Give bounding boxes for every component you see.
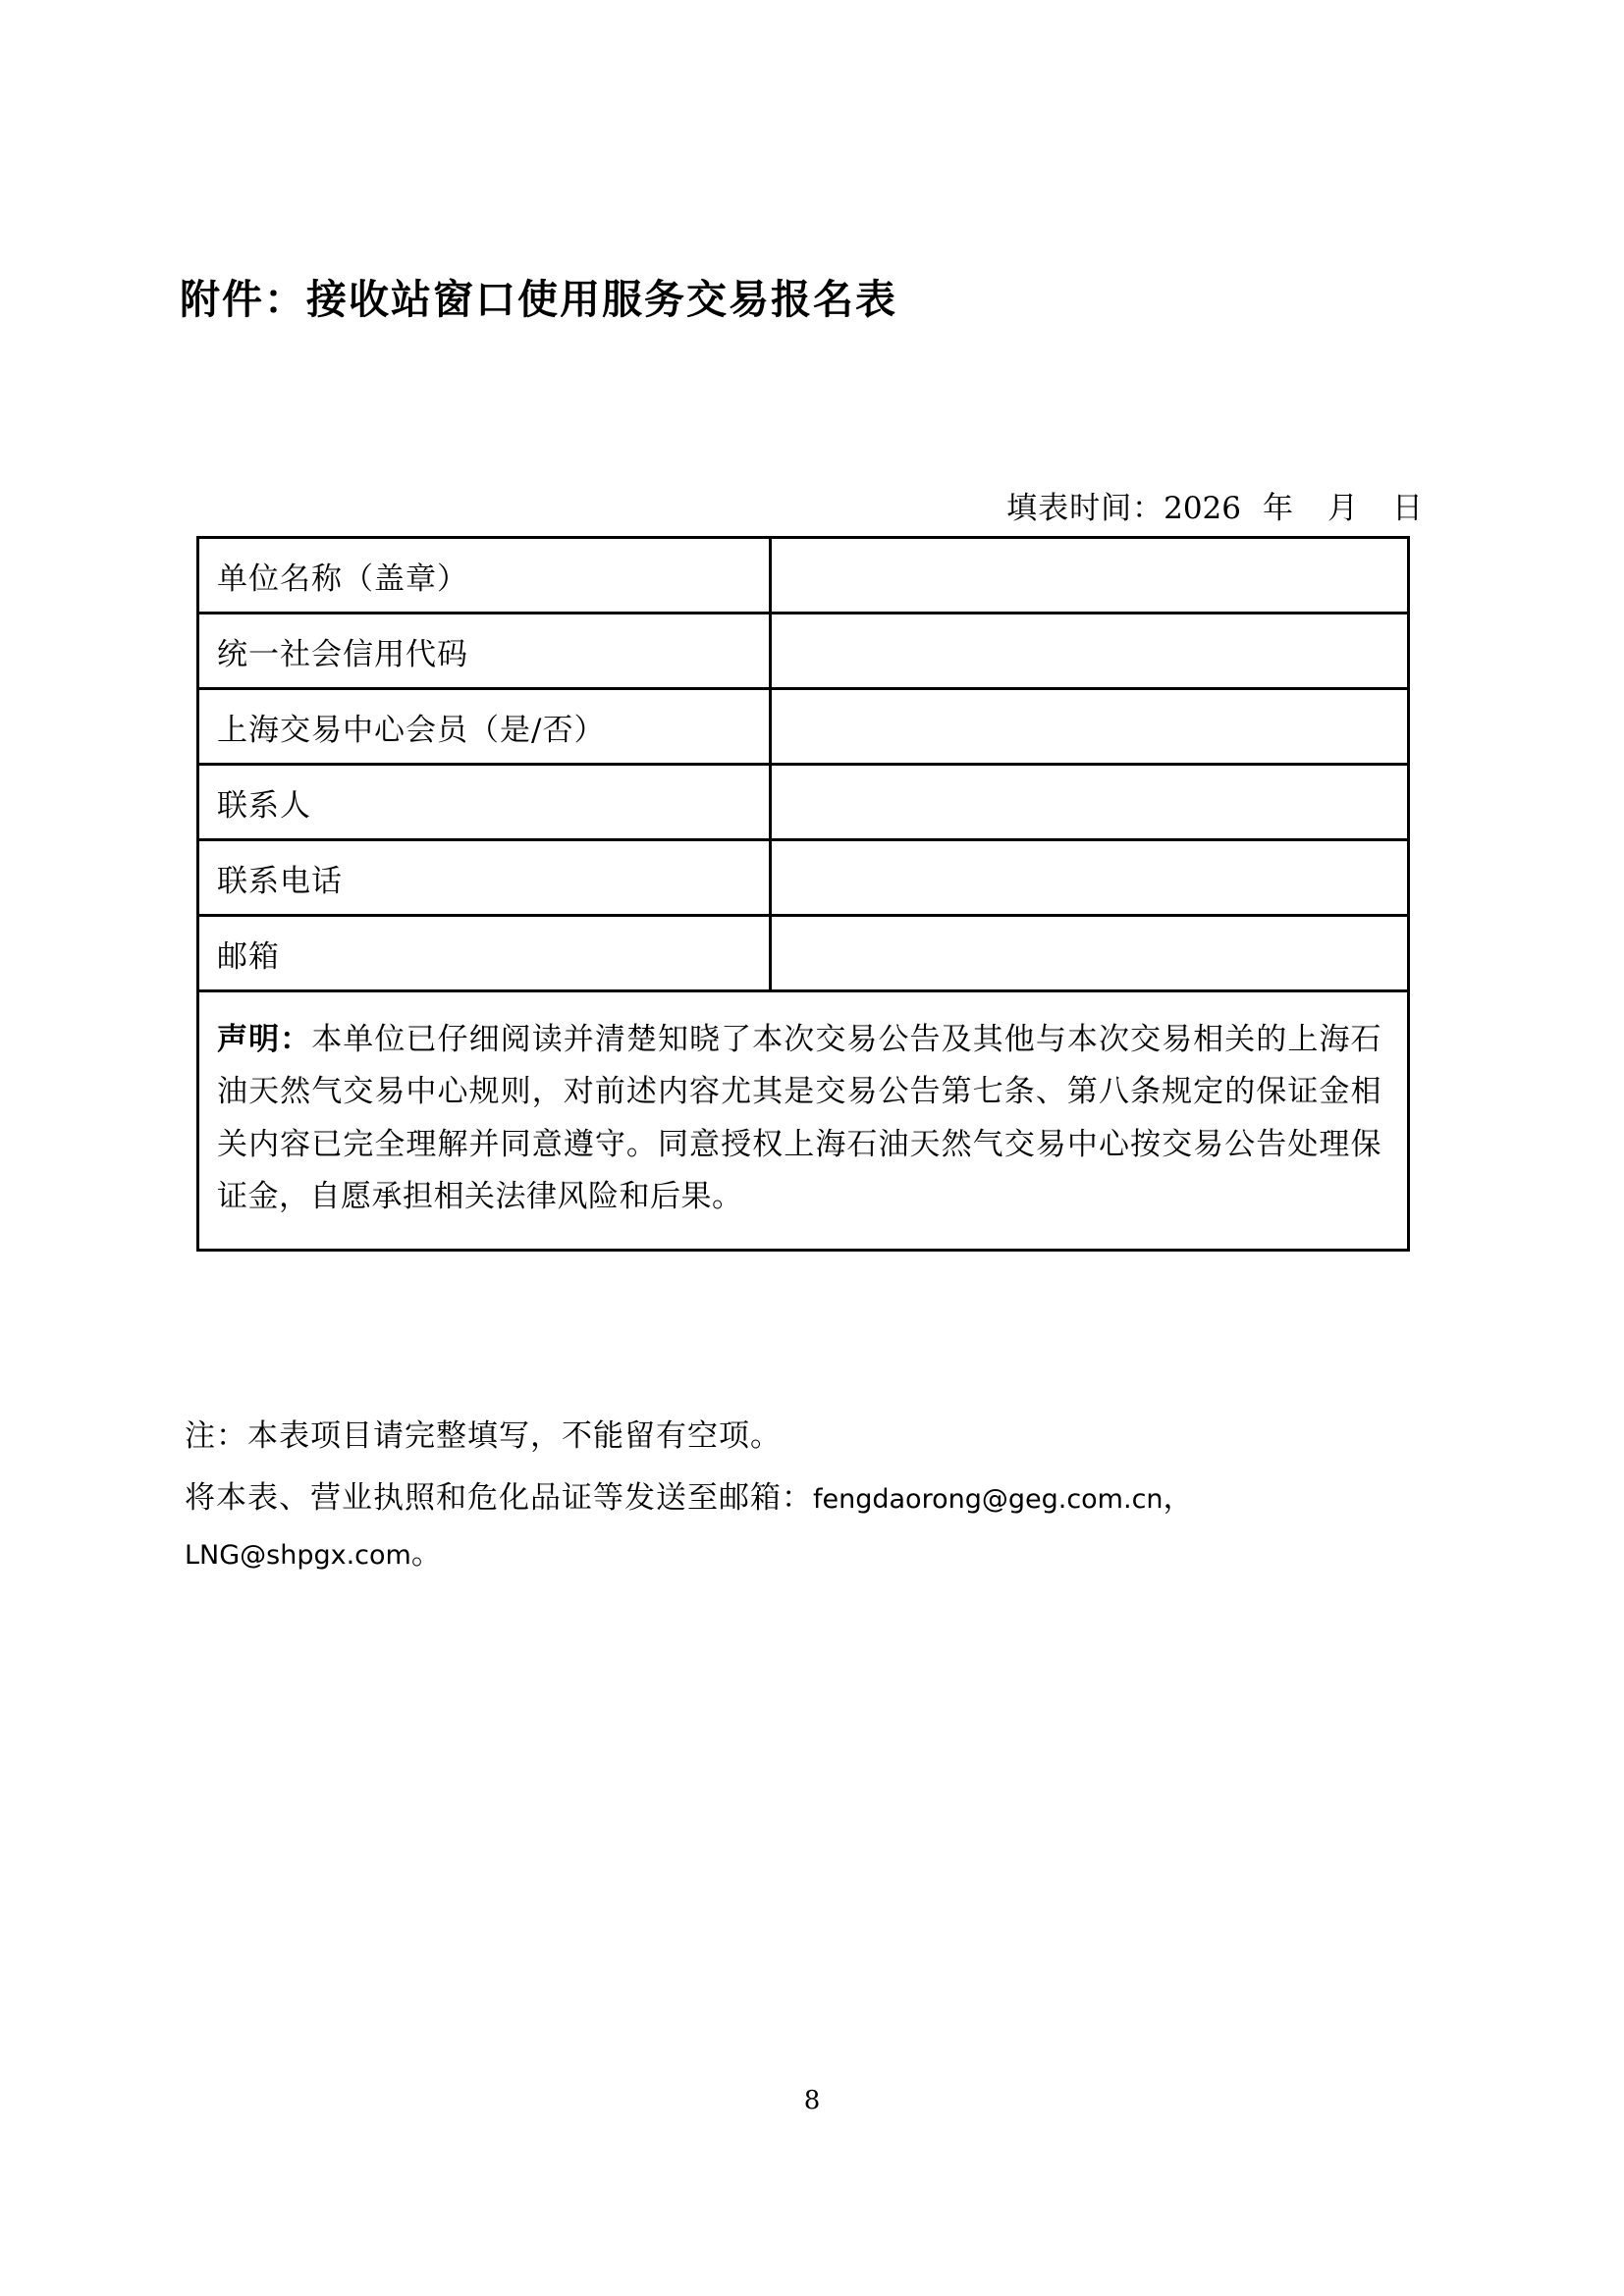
notes-block bbox=[185, 1418, 1441, 1572]
email-address-primary[interactable]: fengdaorong@geg.com.cn bbox=[813, 1484, 1164, 1515]
fill-date-label: 填表时间： bbox=[1006, 491, 1164, 526]
field-value-company-name[interactable] bbox=[771, 538, 1409, 614]
field-label-email: 邮箱 bbox=[198, 916, 771, 991]
field-value-credit-code[interactable] bbox=[771, 614, 1409, 689]
note-submission-second-email bbox=[185, 1536, 1441, 1572]
field-label-company-name: 单位名称（盖章） bbox=[198, 538, 771, 614]
field-value-email[interactable] bbox=[771, 916, 1409, 991]
page-title: 附件：接收站窗口使用服务交易报名表 bbox=[180, 276, 897, 323]
fill-date-year-unit: 年 bbox=[1263, 491, 1294, 526]
email-address-secondary[interactable]: LNG@shpgx.com bbox=[185, 1540, 411, 1571]
statement-cell bbox=[198, 991, 1409, 1251]
table-row bbox=[198, 538, 1409, 614]
registration-form-table bbox=[196, 536, 1410, 1252]
table-row bbox=[198, 614, 1409, 689]
field-label-credit-code: 统一社会信用代码 bbox=[198, 614, 771, 689]
note-submission-prefix: 将本表、营业执照和危化品证等发送至邮箱： bbox=[185, 1480, 813, 1516]
fill-date-day-unit: 日 bbox=[1392, 491, 1424, 526]
field-label-contact-phone: 联系电话 bbox=[198, 840, 771, 916]
table-row-statement bbox=[198, 991, 1409, 1251]
statement-body: 本单位已仔细阅读并清楚知晓了本次交易公告及其他与本次交易相关的上海石油天然气交易中心规则，对前述内容尤其是交易公告第七条、第八条规定的保证金相关内容已完全理解并同意遵守。同意授权上海石油天然气交易中心按交易公告处理保证金，自愿承担相关法律风险和后果。 bbox=[217, 1022, 1382, 1214]
email-secondary-suffix: 。 bbox=[410, 1536, 443, 1572]
table-row bbox=[198, 689, 1409, 765]
note-submission bbox=[185, 1480, 1441, 1516]
fill-date-year-value: 2026 bbox=[1164, 491, 1241, 526]
page-number: 8 bbox=[803, 2086, 821, 2115]
email-primary-suffix: ， bbox=[1163, 1480, 1195, 1516]
fill-date-month-unit: 月 bbox=[1327, 491, 1359, 526]
table-row bbox=[198, 840, 1409, 916]
field-label-member-status: 上海交易中心会员（是/否） bbox=[198, 689, 771, 765]
note-complete-fill: 注：本表项目请完整填写，不能留有空项。 bbox=[185, 1418, 782, 1454]
statement-label: 声明： bbox=[217, 1022, 312, 1057]
table-row bbox=[198, 765, 1409, 840]
table-row bbox=[198, 916, 1409, 991]
field-value-member-status[interactable] bbox=[771, 689, 1409, 765]
field-label-contact-person: 联系人 bbox=[198, 765, 771, 840]
field-value-contact-person[interactable] bbox=[771, 765, 1409, 840]
field-value-contact-phone[interactable] bbox=[771, 840, 1409, 916]
fill-date-line bbox=[196, 483, 1424, 527]
